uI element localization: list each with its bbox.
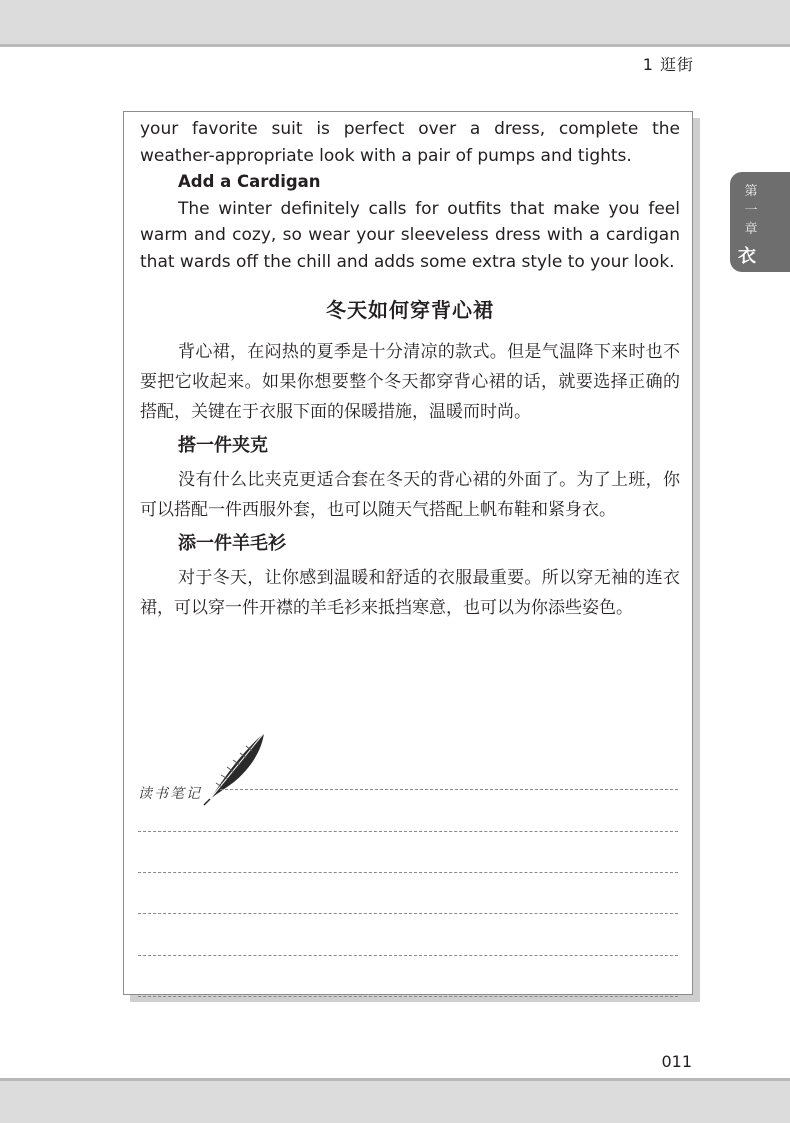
- note-line: [220, 789, 678, 790]
- chinese-heading: 添一件羊毛衫: [178, 533, 286, 554]
- chapter-label-char: 第: [744, 184, 758, 199]
- english-paragraph: The winter definitely calls for outfits that make you feel warm and cozy, so wear your sleeveless dress with a cardigan that wards off the chill and adds some extra style to your look.: [140, 198, 680, 272]
- bottom-bar: [0, 1078, 790, 1123]
- chinese-paragraph: 没有什么比夹克更适合套在冬天的背心裙的外面了。为了上班，你可以搭配一件西服外套，也可以随天气搭配上帆布鞋和紧身衣。: [140, 470, 680, 520]
- chapter-name: 衣: [738, 246, 756, 267]
- chapter-label-char: 章: [744, 222, 758, 237]
- top-bar: [0, 0, 790, 47]
- chapter-label-char: 一: [744, 203, 758, 218]
- reading-notes: [124, 727, 694, 987]
- note-line: [138, 872, 678, 873]
- content-box: [123, 111, 693, 995]
- note-line: [138, 913, 678, 914]
- note-line: [138, 831, 678, 832]
- note-line: [138, 955, 678, 956]
- chinese-paragraph: 背心裙，在闷热的夏季是十分清凉的款式。但是气温降下来时也不要把它收起来。如果你想要整个冬天都穿背心裙的话，就要选择正确的搭配，关键在于衣服下面的保暖措施，温暖而时尚。: [140, 342, 680, 422]
- article: [140, 116, 680, 623]
- chapter-label: [742, 182, 760, 239]
- page-number: 011: [661, 1052, 692, 1071]
- notes-label: 读书笔记: [138, 786, 202, 802]
- english-paragraph: your favorite suit is perfect over a dress, complete the weather-appropriate look with a pair of pumps and tights.: [140, 119, 680, 166]
- english-heading: Add a Cardigan: [178, 172, 321, 191]
- chinese-heading: 搭一件夹克: [178, 435, 268, 456]
- feather-icon: [202, 727, 272, 807]
- chapter-tab: [730, 172, 790, 272]
- running-head: 1 逛街: [642, 55, 694, 74]
- chinese-title: 冬天如何穿背心裙: [326, 298, 494, 322]
- note-line: [138, 996, 678, 997]
- chinese-paragraph: 对于冬天，让你感到温暖和舒适的衣服最重要。所以穿无袖的连衣裙，可以穿一件开襟的羊毛衫来抵挡寒意，也可以为你添些姿色。: [140, 568, 680, 618]
